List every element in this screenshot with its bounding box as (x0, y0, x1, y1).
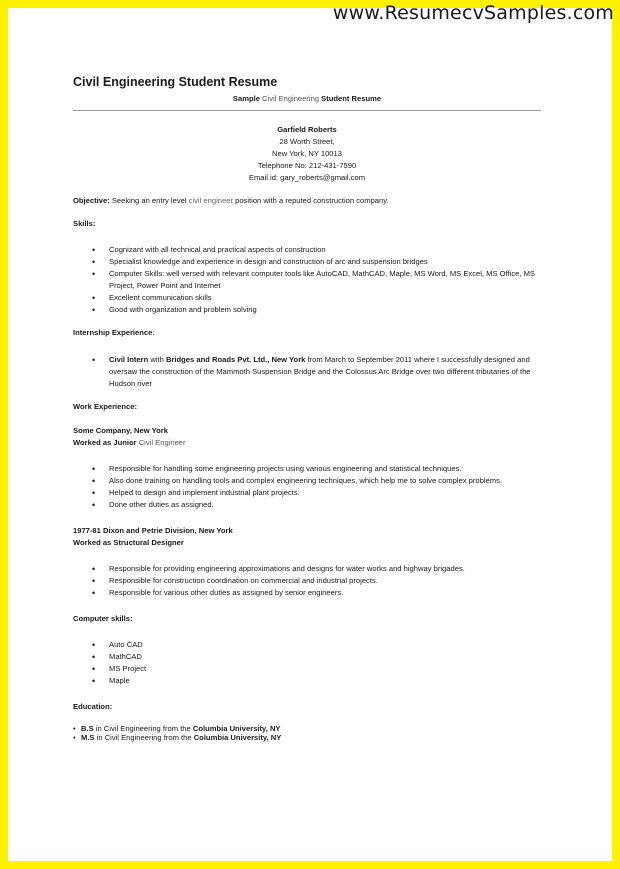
list-item: • Responsible for providing engineering approximations and designs for water works and highway brigades. (73, 563, 541, 575)
list-item: • Computer Skills: well versed with relevant computer tools like AutoCAD, MathCAD, Maple, MS Word, MS Excel, MS Office, MS Project, Power Point and Internet (73, 268, 541, 292)
list-item: • Cognizant with all technical and practical aspects of construction (73, 244, 541, 256)
contact-email: Email id: gary_roberts@gmail.com (248, 173, 366, 182)
job-entry (73, 425, 541, 511)
skills-label: Skills: (73, 219, 96, 228)
contact-street: 28 Worth Street, (279, 137, 335, 146)
internship-heading (73, 327, 541, 339)
list-item: • Auto CAD (73, 639, 541, 651)
skills-section (73, 218, 541, 316)
resume-title: Civil Engineering Student Resume (73, 75, 278, 89)
internship-colon: : (152, 328, 155, 337)
internship-role: Civil Intern (109, 355, 149, 364)
job-title-highlight: Civil Engineer (138, 438, 186, 447)
internship-with: with (148, 355, 166, 364)
education-section (73, 701, 541, 742)
computer-skills-list (73, 639, 541, 687)
site-watermark: www.ResumecvSamples.com (332, 2, 614, 24)
job-title (73, 437, 541, 449)
skills-list (73, 244, 541, 316)
internship-text: from March to September 2011 where I successfully designed and oversaw the construction of the Mammoth Suspension Bridge and the Colossus Arc Bridge over two different tributaries of the Hudson river (109, 355, 531, 388)
contact-city: New York, NY 10013 (272, 149, 342, 158)
list-item: • Helped to design and implement industrial plant projects. (73, 487, 541, 499)
list-item: • Maple (73, 675, 541, 687)
edu-degree: B.S (81, 724, 94, 733)
list-item: • Responsible for various other duties as assigned by senior engineers. (73, 587, 541, 599)
objective-text-highlight: civil engineer (188, 196, 233, 205)
job-duties-list (73, 563, 541, 599)
list-item: • Done other duties as assigned. (73, 499, 541, 511)
resume-document (73, 74, 541, 742)
objective-text-pre: Seeking an entry level (109, 196, 189, 205)
internship-label: Internship Experience (73, 328, 153, 337)
job-title-pre: Worked as Structural Designer (73, 538, 184, 547)
job-entry (73, 525, 541, 599)
objective-label: Objective: (73, 196, 110, 205)
list-item: • MathCAD (73, 651, 541, 663)
subtitle-pre: Sample (232, 94, 263, 103)
objective-section (73, 195, 541, 207)
edu-mid: in Civil Engineering from the (93, 724, 193, 733)
list-item: • Responsible for construction coordination on commercial and industrial projects. (73, 575, 541, 587)
list-item (73, 733, 541, 742)
edu-school: Columbia University, NY (192, 724, 281, 733)
list-item: • Excellent communication skills (73, 292, 541, 304)
title-divider (73, 110, 541, 111)
resume-subtitle (73, 93, 541, 105)
contact-block (73, 124, 541, 184)
subtitle-post: Student Resume (319, 94, 382, 103)
list-item: • MS Project (73, 663, 541, 675)
list-item: • Good with organization and problem solving (73, 304, 541, 316)
job-company: Some Company, New York (73, 426, 168, 435)
education-label: Education: (73, 702, 113, 711)
list-item: • Also done training on handling tools and complex engineering techniques, which help me to solve complex problems. (73, 475, 541, 487)
computer-skills-section (73, 613, 541, 687)
internship-list (73, 354, 541, 390)
job-title (73, 537, 541, 549)
contact-name: Garfield Roberts (277, 125, 337, 134)
job-title-pre: Worked as Junior (73, 438, 139, 447)
edu-degree: M.S (81, 733, 95, 742)
internship-section (73, 327, 541, 390)
contact-phone: Telephone No: 212-431-7590 (257, 161, 357, 170)
internship-company: Bridges and Roads Pvt. Ltd., New York (165, 355, 306, 364)
objective-text-post: position with a reputed construction company. (232, 196, 389, 205)
work-label: Work Experience: (73, 402, 138, 411)
edu-school: Columbia University, NY (193, 733, 282, 742)
work-section (73, 401, 541, 599)
list-item (73, 724, 541, 733)
edu-mid: in Civil Engineering from the (94, 733, 194, 742)
education-list (73, 724, 541, 742)
list-item: • Responsible for handling some engineering projects using various engineering and statistical techniques. (73, 463, 541, 475)
list-item: • Specialist knowledge and experience in design and construction of arc and suspension bridges (73, 256, 541, 268)
subtitle-highlight: Civil Engineering (262, 94, 320, 103)
computer-skills-label: Computer skills: (73, 614, 133, 623)
list-item (73, 354, 541, 390)
job-company: 1977-81 Dixon and Petrie Division, New York (73, 526, 233, 535)
job-duties-list (73, 463, 541, 511)
